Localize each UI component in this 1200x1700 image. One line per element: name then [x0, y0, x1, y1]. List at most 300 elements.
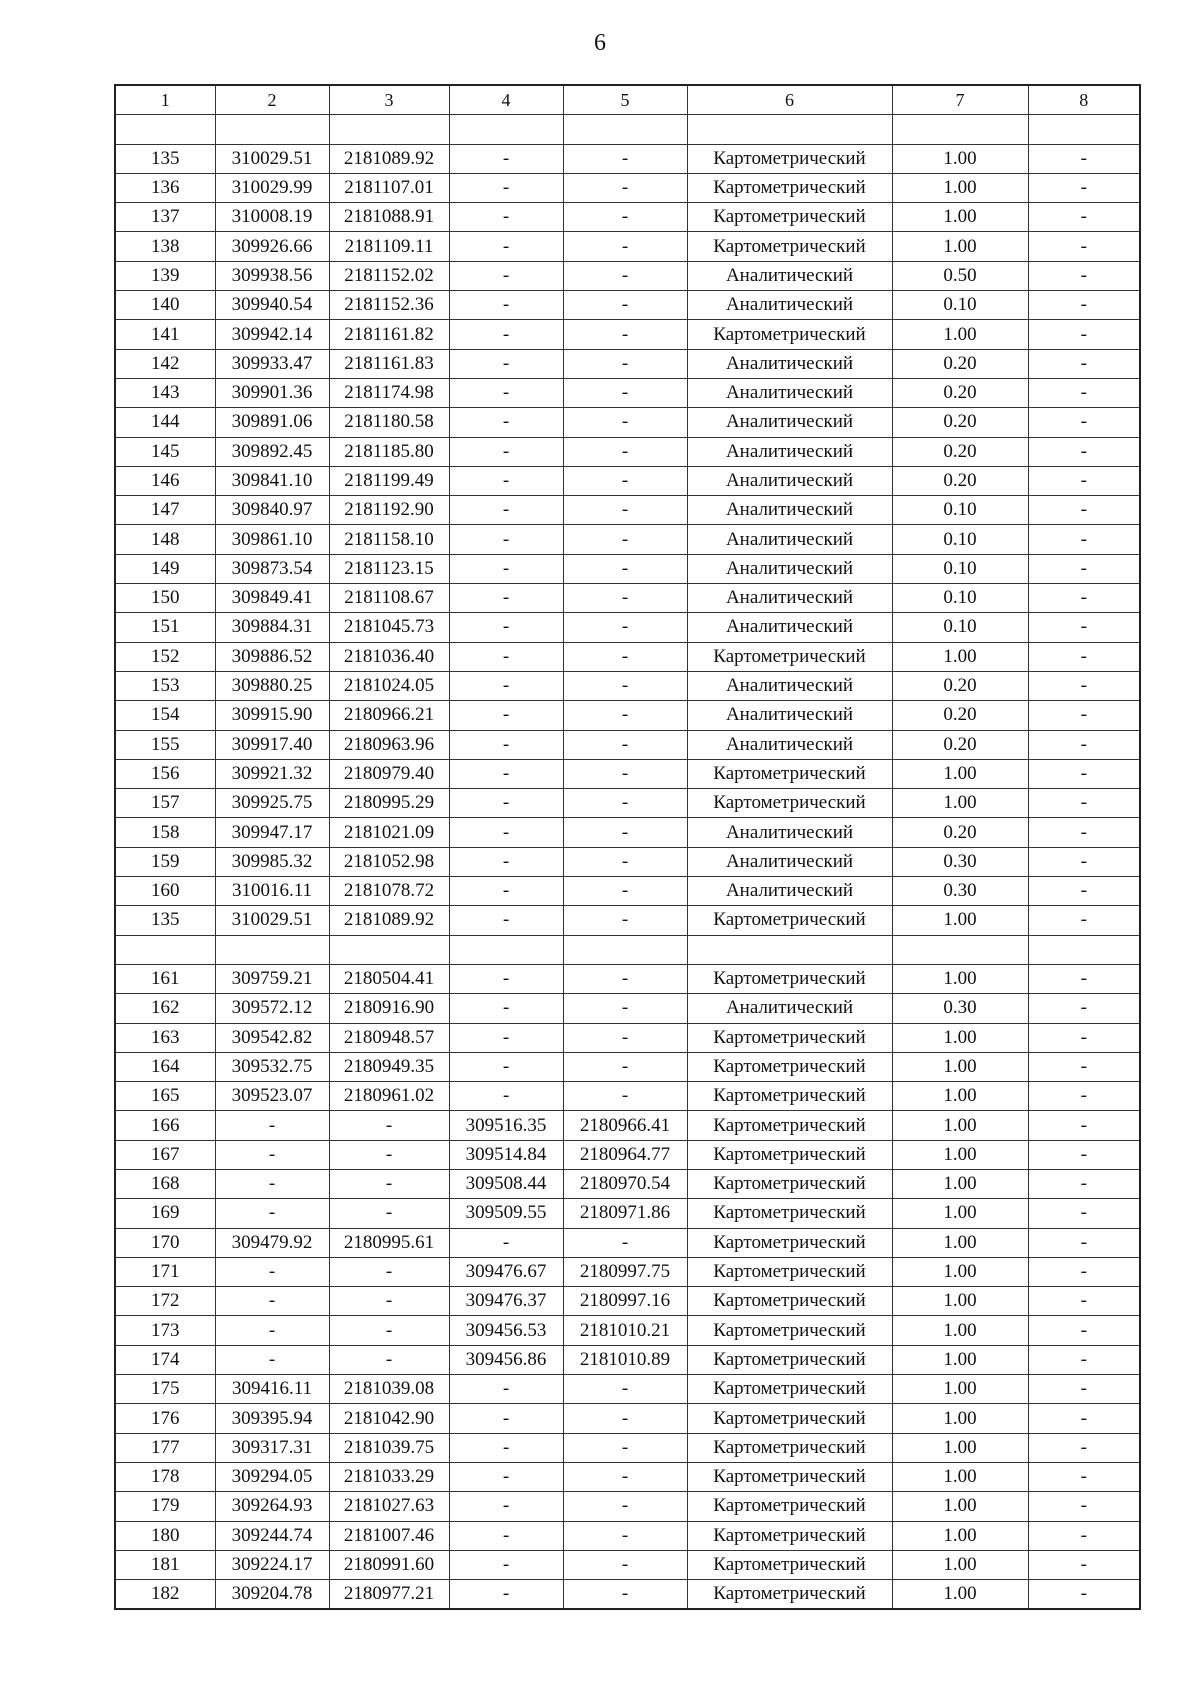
table-cell: 153 — [115, 671, 215, 700]
table-cell: - — [1028, 1521, 1140, 1550]
table-row — [115, 437, 1140, 466]
table-cell: Картометрический — [687, 1199, 892, 1228]
table-cell: 2181174.98 — [329, 378, 449, 407]
table-row — [115, 935, 1140, 964]
table-cell: 309508.44 — [449, 1169, 563, 1198]
table-cell: 136 — [115, 173, 215, 202]
table-cell: 176 — [115, 1404, 215, 1433]
table-cell: - — [563, 701, 687, 730]
table-cell: 309841.10 — [215, 466, 329, 495]
table-cell: 309224.17 — [215, 1550, 329, 1579]
table-cell — [329, 115, 449, 144]
table-cell: 0.30 — [892, 877, 1028, 906]
table-cell: 2180991.60 — [329, 1550, 449, 1579]
table-cell: 1.00 — [892, 1287, 1028, 1316]
table-cell: - — [449, 1580, 563, 1610]
table-cell: - — [449, 437, 563, 466]
table-row — [115, 1111, 1140, 1140]
table-cell: 1.00 — [892, 1404, 1028, 1433]
table-cell: 0.30 — [892, 994, 1028, 1023]
table-cell: 309921.32 — [215, 759, 329, 788]
table-cell: 2180966.41 — [563, 1111, 687, 1140]
table-row — [115, 1140, 1140, 1169]
table-cell: - — [449, 1404, 563, 1433]
table-row — [115, 1492, 1140, 1521]
table-cell: 135 — [115, 906, 215, 935]
table-cell: 147 — [115, 496, 215, 525]
table-row — [115, 1433, 1140, 1462]
table-cell: Картометрический — [687, 789, 892, 818]
table-cell: 137 — [115, 203, 215, 232]
table-cell: - — [1028, 1052, 1140, 1081]
table-cell: - — [563, 203, 687, 232]
table-cell: Аналитический — [687, 818, 892, 847]
table-cell: 309759.21 — [215, 964, 329, 993]
table-cell: 2180949.35 — [329, 1052, 449, 1081]
table-row — [115, 1462, 1140, 1491]
table-cell: - — [563, 789, 687, 818]
table-cell: 310029.51 — [215, 144, 329, 173]
table-cell: - — [329, 1140, 449, 1169]
table-cell: - — [449, 613, 563, 642]
table-cell: Аналитический — [687, 847, 892, 876]
table-cell: - — [563, 1023, 687, 1052]
table-cell: - — [449, 906, 563, 935]
table-row — [115, 1228, 1140, 1257]
table-cell: 1.00 — [892, 1462, 1028, 1491]
table-cell: 2181089.92 — [329, 144, 449, 173]
table-cell — [329, 935, 449, 964]
table-cell: 2180995.61 — [329, 1228, 449, 1257]
table-cell: 1.00 — [892, 1023, 1028, 1052]
table-cell: - — [449, 789, 563, 818]
table-cell: 309849.41 — [215, 584, 329, 613]
table-cell: - — [449, 1052, 563, 1081]
table-cell: - — [215, 1316, 329, 1345]
table-cell: Картометрический — [687, 1140, 892, 1169]
table-cell: 2181161.82 — [329, 320, 449, 349]
table-cell: - — [449, 759, 563, 788]
table-cell: - — [449, 496, 563, 525]
table-cell: - — [1028, 349, 1140, 378]
table-cell: - — [1028, 1169, 1140, 1198]
table-cell: - — [329, 1345, 449, 1374]
table-cell: 1.00 — [892, 1433, 1028, 1462]
table-cell: 1.00 — [892, 232, 1028, 261]
table-cell: - — [563, 584, 687, 613]
table-cell: - — [563, 847, 687, 876]
table-cell: 309926.66 — [215, 232, 329, 261]
table-cell: - — [563, 1462, 687, 1491]
table-cell: - — [449, 584, 563, 613]
table-cell: - — [563, 554, 687, 583]
table-cell: Картометрический — [687, 1111, 892, 1140]
table-cell: Картометрический — [687, 1082, 892, 1111]
table-cell: - — [1028, 203, 1140, 232]
table-cell: 0.10 — [892, 496, 1028, 525]
table-cell: 309476.37 — [449, 1287, 563, 1316]
table-cell: - — [563, 378, 687, 407]
table-row — [115, 877, 1140, 906]
table-cell — [215, 115, 329, 144]
table-cell: 154 — [115, 701, 215, 730]
table-cell: - — [1028, 877, 1140, 906]
table-cell: - — [329, 1199, 449, 1228]
table-cell: 2181152.02 — [329, 261, 449, 290]
table-cell: - — [1028, 1375, 1140, 1404]
table-cell: - — [329, 1169, 449, 1198]
table-cell: - — [563, 1492, 687, 1521]
table-cell: - — [1028, 1199, 1140, 1228]
table-cell: 143 — [115, 378, 215, 407]
table-cell: - — [329, 1287, 449, 1316]
table-row — [115, 964, 1140, 993]
table-cell — [563, 115, 687, 144]
table-cell — [449, 935, 563, 964]
table-cell: 1.00 — [892, 203, 1028, 232]
table-row — [115, 1257, 1140, 1286]
table-cell: 0.20 — [892, 349, 1028, 378]
table-cell: 2180977.21 — [329, 1580, 449, 1610]
table-cell: - — [1028, 496, 1140, 525]
table-cell: - — [1028, 1462, 1140, 1491]
table-cell — [215, 935, 329, 964]
table-cell: Аналитический — [687, 994, 892, 1023]
table-cell: 168 — [115, 1169, 215, 1198]
table-row — [115, 1169, 1140, 1198]
table-cell: Аналитический — [687, 349, 892, 378]
table-cell: 1.00 — [892, 1199, 1028, 1228]
table-cell: 310029.99 — [215, 173, 329, 202]
table-row — [115, 1287, 1140, 1316]
table-cell: 309873.54 — [215, 554, 329, 583]
table-cell: - — [1028, 466, 1140, 495]
table-cell: Картометрический — [687, 1492, 892, 1521]
table-cell: 0.10 — [892, 554, 1028, 583]
table-cell: 309523.07 — [215, 1082, 329, 1111]
table-row — [115, 671, 1140, 700]
table-cell: - — [1028, 642, 1140, 671]
table-cell: 1.00 — [892, 1111, 1028, 1140]
table-cell: 0.20 — [892, 378, 1028, 407]
table-cell: - — [563, 964, 687, 993]
table-cell — [892, 935, 1028, 964]
table-cell: - — [563, 1375, 687, 1404]
table-cell: 2181039.75 — [329, 1433, 449, 1462]
table-cell: - — [1028, 1316, 1140, 1345]
table-cell: Картометрический — [687, 232, 892, 261]
table-row — [115, 613, 1140, 642]
table-cell: 309940.54 — [215, 291, 329, 320]
table-cell: 309861.10 — [215, 525, 329, 554]
table-cell: 309938.56 — [215, 261, 329, 290]
table-row — [115, 1082, 1140, 1111]
table-row — [115, 232, 1140, 261]
table-cell: - — [563, 466, 687, 495]
table-cell: - — [563, 759, 687, 788]
table-cell: - — [563, 818, 687, 847]
table-cell: 0.20 — [892, 408, 1028, 437]
table-cell: Аналитический — [687, 261, 892, 290]
table-cell: Аналитический — [687, 437, 892, 466]
table-cell: 144 — [115, 408, 215, 437]
table-cell: 309915.90 — [215, 701, 329, 730]
table-cell: - — [1028, 1228, 1140, 1257]
table-cell: - — [1028, 789, 1140, 818]
table-cell: 309947.17 — [215, 818, 329, 847]
table-cell: 172 — [115, 1287, 215, 1316]
table-cell: 309880.25 — [215, 671, 329, 700]
table-cell: Картометрический — [687, 1169, 892, 1198]
table-cell: - — [449, 554, 563, 583]
table-cell: Картометрический — [687, 1345, 892, 1374]
table-cell: 2181078.72 — [329, 877, 449, 906]
table-row — [115, 1550, 1140, 1579]
table-cell: Аналитический — [687, 584, 892, 613]
table-cell: 0.10 — [892, 291, 1028, 320]
table-cell: 0.20 — [892, 437, 1028, 466]
table-row — [115, 1375, 1140, 1404]
table-row — [115, 1404, 1140, 1433]
table-row — [115, 906, 1140, 935]
table-cell: Картометрический — [687, 1462, 892, 1491]
table-cell: Картометрический — [687, 1023, 892, 1052]
table-cell: 309892.45 — [215, 437, 329, 466]
table-cell: 309516.35 — [449, 1111, 563, 1140]
table-cell: - — [449, 847, 563, 876]
table-cell: 2181185.80 — [329, 437, 449, 466]
table-cell: - — [1028, 671, 1140, 700]
table-cell: - — [563, 173, 687, 202]
table-cell: 1.00 — [892, 1082, 1028, 1111]
table-cell: Картометрический — [687, 1375, 892, 1404]
table-cell: - — [1028, 1433, 1140, 1462]
table-cell: 167 — [115, 1140, 215, 1169]
table-cell: - — [449, 408, 563, 437]
table-cell: 165 — [115, 1082, 215, 1111]
table-cell: 309416.11 — [215, 1375, 329, 1404]
column-header: 7 — [892, 85, 1028, 115]
table-cell: 0.20 — [892, 466, 1028, 495]
table-cell: - — [449, 203, 563, 232]
table-cell: 2180916.90 — [329, 994, 449, 1023]
table-cell: 138 — [115, 232, 215, 261]
table-cell: 166 — [115, 1111, 215, 1140]
table-cell: 2181107.01 — [329, 173, 449, 202]
table-cell: 2181010.21 — [563, 1316, 687, 1345]
table-cell: Картометрический — [687, 1404, 892, 1433]
table-cell: 2181152.36 — [329, 291, 449, 320]
table-cell: 2181036.40 — [329, 642, 449, 671]
table-cell: 309891.06 — [215, 408, 329, 437]
table-cell: - — [563, 1521, 687, 1550]
table-cell — [1028, 935, 1140, 964]
table-cell: - — [449, 1492, 563, 1521]
table-cell: 148 — [115, 525, 215, 554]
table-cell: 309840.97 — [215, 496, 329, 525]
table-cell: 0.10 — [892, 584, 1028, 613]
table-cell: - — [215, 1287, 329, 1316]
table-cell: - — [1028, 964, 1140, 993]
table-cell: - — [449, 291, 563, 320]
table-cell: - — [215, 1345, 329, 1374]
table-cell: 2181027.63 — [329, 1492, 449, 1521]
table-cell: - — [563, 232, 687, 261]
table-cell: - — [1028, 408, 1140, 437]
table-row — [115, 789, 1140, 818]
table-cell: 1.00 — [892, 1228, 1028, 1257]
table-cell: - — [449, 1228, 563, 1257]
table-cell: Картометрический — [687, 173, 892, 202]
table-cell: 1.00 — [892, 906, 1028, 935]
table-cell: Аналитический — [687, 701, 892, 730]
table-cell: 2181161.83 — [329, 349, 449, 378]
table-cell: 2181158.10 — [329, 525, 449, 554]
table-cell: - — [449, 144, 563, 173]
table-row — [115, 1199, 1140, 1228]
table-cell: 2181024.05 — [329, 671, 449, 700]
table-cell: - — [563, 877, 687, 906]
table-row — [115, 759, 1140, 788]
table-row — [115, 1023, 1140, 1052]
table-cell: Картометрический — [687, 1052, 892, 1081]
table-cell: 310029.51 — [215, 906, 329, 935]
table-cell: Аналитический — [687, 671, 892, 700]
table-cell: - — [563, 730, 687, 759]
table-cell: 157 — [115, 789, 215, 818]
table-cell: 2181108.67 — [329, 584, 449, 613]
table-body — [115, 85, 1140, 1609]
table-cell: 164 — [115, 1052, 215, 1081]
table-cell: 158 — [115, 818, 215, 847]
table-cell: Картометрический — [687, 906, 892, 935]
table-cell: 142 — [115, 349, 215, 378]
table-row — [115, 320, 1140, 349]
table-cell: 0.10 — [892, 525, 1028, 554]
table-cell: - — [1028, 554, 1140, 583]
table-cell: 1.00 — [892, 759, 1028, 788]
table-cell: - — [449, 877, 563, 906]
table-cell: 309933.47 — [215, 349, 329, 378]
table-cell: - — [1028, 701, 1140, 730]
table-cell: - — [1028, 1550, 1140, 1579]
table-cell: Картометрический — [687, 203, 892, 232]
table-cell: 141 — [115, 320, 215, 349]
table-cell: - — [1028, 759, 1140, 788]
table-cell: - — [329, 1316, 449, 1345]
table-cell: 1.00 — [892, 1169, 1028, 1198]
table-cell: 309479.92 — [215, 1228, 329, 1257]
table-cell: 1.00 — [892, 144, 1028, 173]
table-cell: - — [1028, 232, 1140, 261]
table-cell: 151 — [115, 613, 215, 642]
table-cell: - — [449, 1375, 563, 1404]
table-cell: 0.30 — [892, 847, 1028, 876]
table-cell: - — [563, 320, 687, 349]
table-cell: - — [563, 1228, 687, 1257]
table-cell: - — [563, 1580, 687, 1610]
table-cell: - — [1028, 144, 1140, 173]
table-cell: Аналитический — [687, 408, 892, 437]
table-cell: 177 — [115, 1433, 215, 1462]
table-cell: - — [1028, 1140, 1140, 1169]
table-cell: - — [449, 466, 563, 495]
table-cell: - — [449, 349, 563, 378]
table-cell: 180 — [115, 1521, 215, 1550]
table-cell — [449, 115, 563, 144]
table-cell: Аналитический — [687, 466, 892, 495]
table-cell: - — [563, 1052, 687, 1081]
table-cell: 309542.82 — [215, 1023, 329, 1052]
table-cell: - — [449, 378, 563, 407]
table-cell: - — [329, 1111, 449, 1140]
table-cell: 309509.55 — [449, 1199, 563, 1228]
table-cell: 162 — [115, 994, 215, 1023]
table-cell: - — [563, 1404, 687, 1433]
table-row — [115, 818, 1140, 847]
table-row — [115, 554, 1140, 583]
column-header: 6 — [687, 85, 892, 115]
table-row — [115, 173, 1140, 202]
table-cell: Картометрический — [687, 1316, 892, 1345]
table-cell: 2181089.92 — [329, 906, 449, 935]
table-row — [115, 378, 1140, 407]
table-row — [115, 349, 1140, 378]
table-cell: 2180964.77 — [563, 1140, 687, 1169]
table-cell: 174 — [115, 1345, 215, 1374]
table-cell: - — [449, 1462, 563, 1491]
table-cell: 309244.74 — [215, 1521, 329, 1550]
table-header-row — [115, 85, 1140, 115]
table-row — [115, 730, 1140, 759]
table-cell: - — [329, 1257, 449, 1286]
table-cell: 2181039.08 — [329, 1375, 449, 1404]
table-cell: 2181007.46 — [329, 1521, 449, 1550]
table-row — [115, 584, 1140, 613]
table-cell: 179 — [115, 1492, 215, 1521]
table-cell: 1.00 — [892, 1521, 1028, 1550]
table-cell: 2180961.02 — [329, 1082, 449, 1111]
table-cell: 309985.32 — [215, 847, 329, 876]
table-cell: 2180966.21 — [329, 701, 449, 730]
table-cell: - — [1028, 378, 1140, 407]
table-cell — [115, 115, 215, 144]
table-cell: 309572.12 — [215, 994, 329, 1023]
table-cell: - — [1028, 1345, 1140, 1374]
table-cell — [115, 935, 215, 964]
table-cell: - — [563, 291, 687, 320]
table-cell: 160 — [115, 877, 215, 906]
table-cell: 2181021.09 — [329, 818, 449, 847]
table-cell: Картометрический — [687, 964, 892, 993]
table-cell: - — [449, 964, 563, 993]
page-number: 6 — [594, 30, 606, 56]
table-cell: - — [449, 671, 563, 700]
table-cell: Аналитический — [687, 613, 892, 642]
table-cell: Картометрический — [687, 1550, 892, 1579]
table-cell: - — [563, 1433, 687, 1462]
table-cell — [1028, 115, 1140, 144]
table-cell: - — [563, 642, 687, 671]
table-cell: 2180948.57 — [329, 1023, 449, 1052]
table-cell: 159 — [115, 847, 215, 876]
table-cell: Аналитический — [687, 291, 892, 320]
table-cell: 309264.93 — [215, 1492, 329, 1521]
table-cell: 309925.75 — [215, 789, 329, 818]
table-cell: 2181088.91 — [329, 203, 449, 232]
table-cell: 309476.67 — [449, 1257, 563, 1286]
table-cell: 1.00 — [892, 1316, 1028, 1345]
